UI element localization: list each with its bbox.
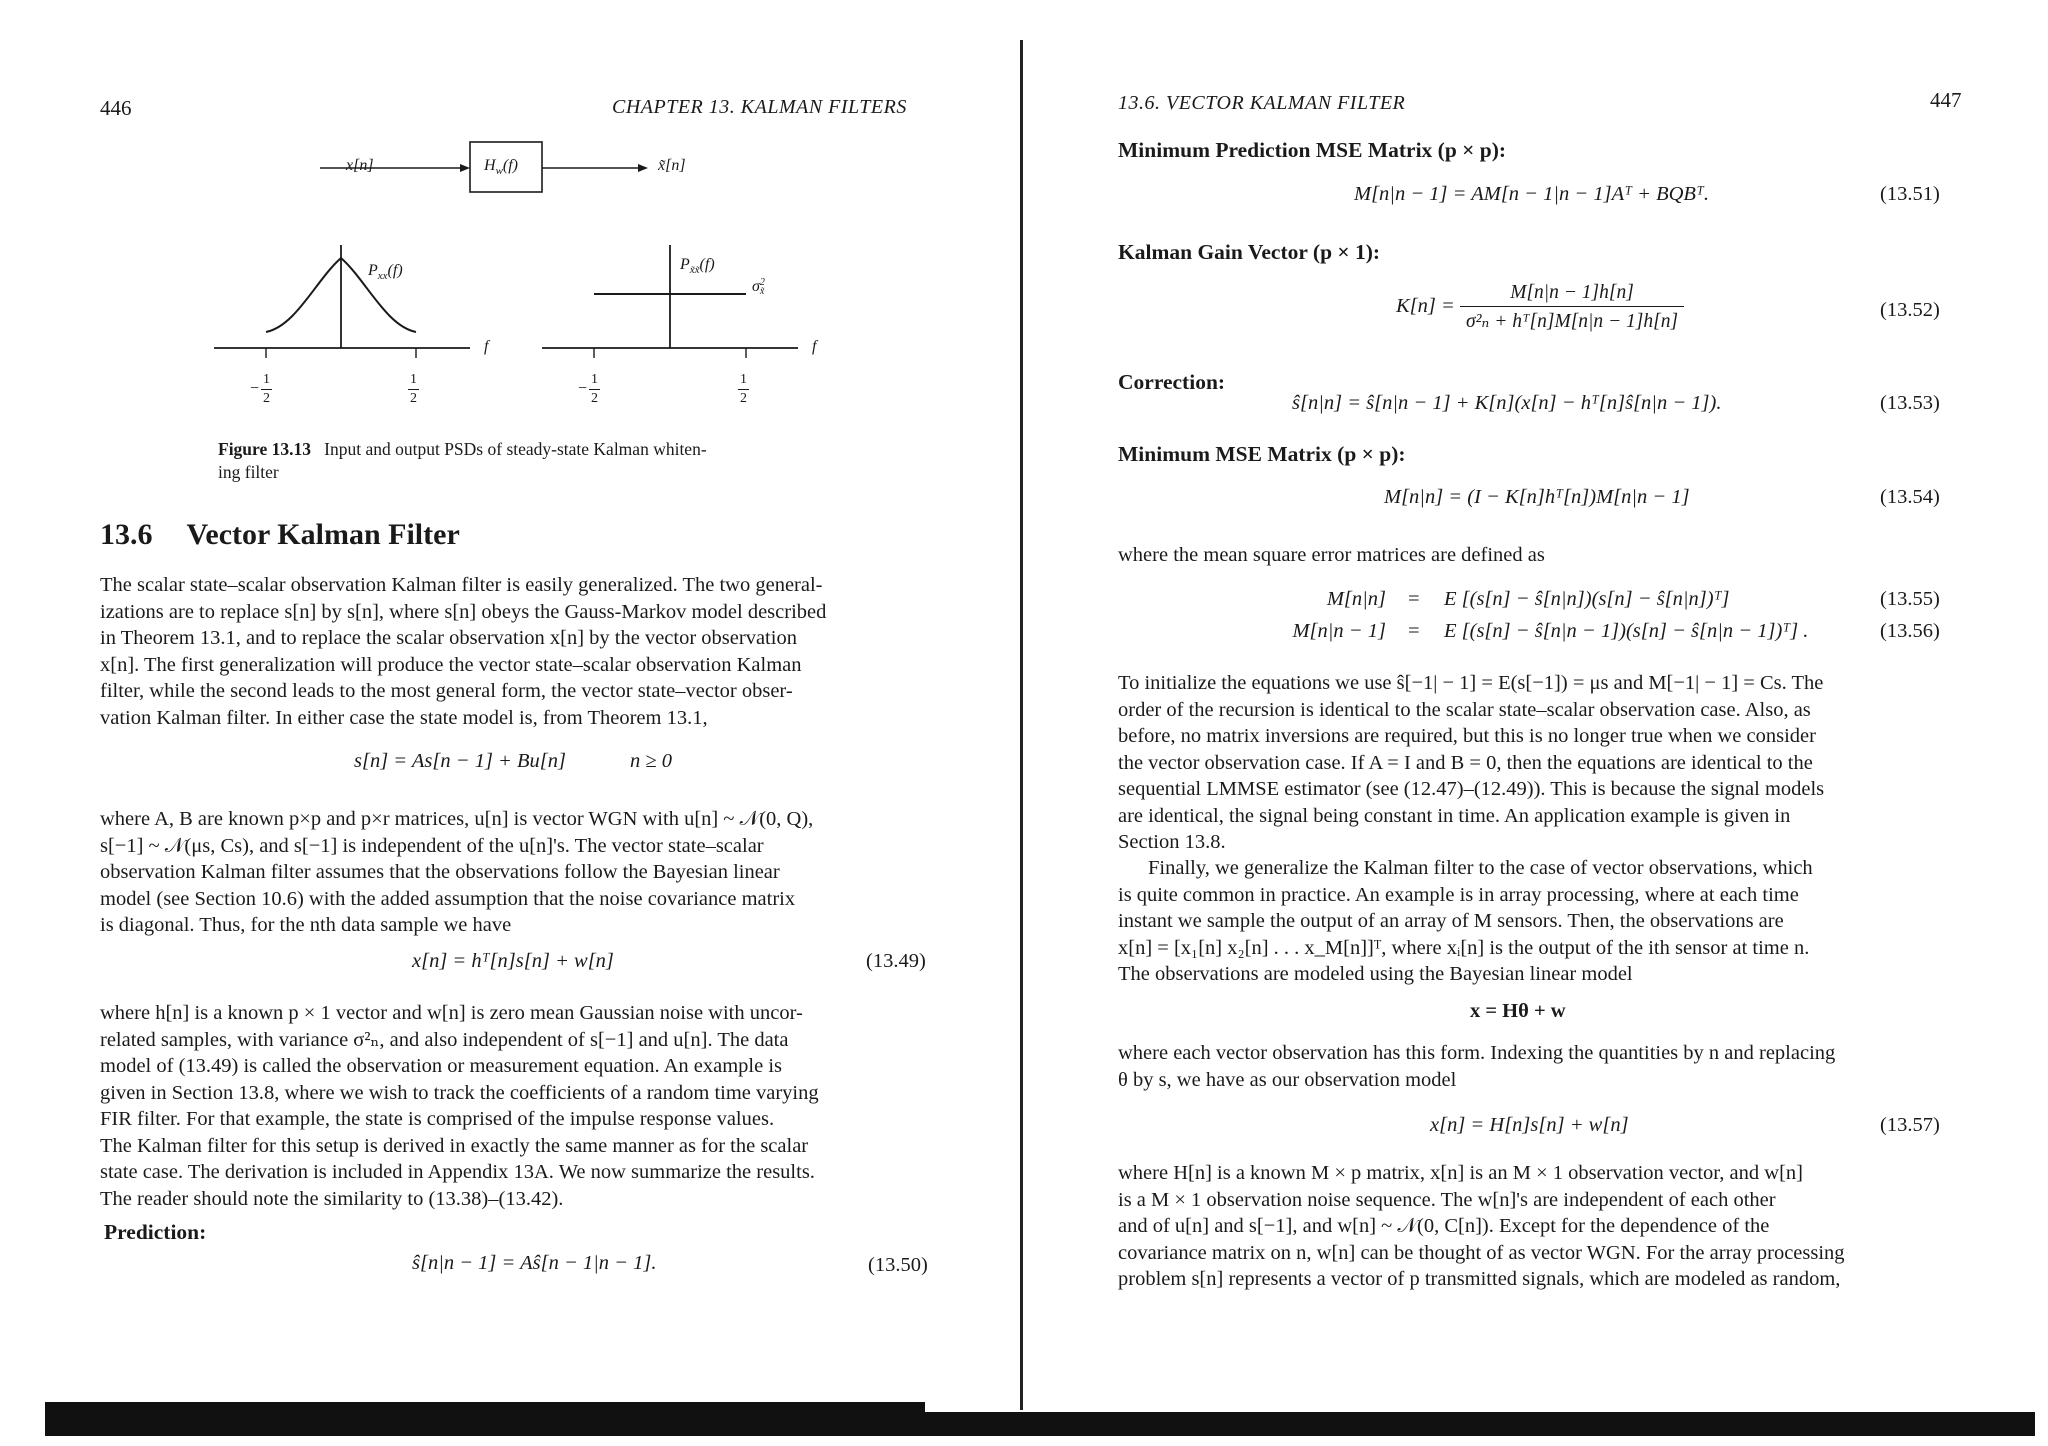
text-line: To initialize the equations we use ŝ[−1| − 1] = E(s[−1]) = μs and M[−1| − 1] = Cs. The	[1118, 672, 1824, 694]
vector-observation-equation: x[n] = H[n]s[n] + w[n]	[1430, 1114, 1629, 1136]
text-line: before, no matrix inversions are required, but this is no longer true when we consider	[1118, 725, 1816, 747]
tick-pos-half-out: $\frac{1}{2}$	[740, 372, 747, 406]
tick-pos-half-in: $\frac{1}{2}$	[410, 372, 417, 406]
text-line: Section 13.8.	[1118, 831, 1226, 853]
page-number-left: 446	[100, 96, 132, 120]
min-prediction-mse-equation: M[n|n − 1] = AM[n − 1|n − 1]Aᵀ + BQBᵀ.	[1354, 183, 1709, 205]
mse-def1-rhs: E [(s[n] − ŝ[n|n])(s[n] − ŝ[n|n])ᵀ]	[1444, 588, 1730, 610]
equation-number-13-50: (13.50)	[868, 1254, 928, 1276]
text-line: The reader should note the similarity to (13.38)–(13.42).	[100, 1187, 564, 1210]
min-prediction-mse-heading: Minimum Prediction MSE Matrix (p × p):	[1118, 138, 1507, 162]
input-signal-label: x[n]	[346, 157, 374, 174]
caption-text-2: ing filter	[218, 462, 279, 482]
text-line: related samples, with variance σ²ₙ, and also independent of s[−1] and u[n]. The data	[100, 1028, 789, 1051]
text-line: are identical, the signal being constant in time. An application example is given in	[1118, 804, 1791, 827]
scan-shadow-bottom	[45, 1412, 2035, 1436]
tick-neg-half-in: − $\frac{1}{2}$	[250, 372, 271, 406]
tick-neg-half-out: − $\frac{1}{2}$	[578, 372, 599, 406]
input-psd-label: $P_{xx}(f)$	[368, 262, 403, 283]
equation-number-13-54: (13.54)	[1880, 486, 1940, 508]
filter-block-label: $H_w(f)$	[484, 157, 519, 178]
state-equation-condition: n ≥ 0	[630, 750, 673, 772]
figure-13-13	[200, 130, 840, 430]
book-gutter	[1020, 40, 1023, 1410]
observation-equation: x[n] = hᵀ[n]s[n] + w[n]	[412, 950, 614, 972]
text-line: state case. The derivation is included in Appendix 13A. We now summarize the results.	[100, 1161, 815, 1183]
text-line: given in Section 13.8, where we wish to track the coefficients of a random time varying	[100, 1081, 819, 1104]
text-line: model (see Section 10.6) with the added assumption that the noise covariance matrix	[100, 887, 796, 910]
gain-numerator: M[n|n − 1]h[n]	[1460, 282, 1684, 307]
running-header-left: CHAPTER 13. KALMAN FILTERS	[612, 96, 907, 118]
kalman-gain-equation: K[n] = $\frac{M[n|n - 1]h[n]}{\text{σ²ₙ + hᵀ[n]M[n|n − 1]h[n]}}$	[1396, 282, 1684, 333]
output-signal-label: x̃[n]	[658, 157, 686, 174]
text-line: observation Kalman filter assumes that the observations follow the Bayesian linear	[100, 861, 780, 883]
text-line: is diagonal. Thus, for the nth data sample we have	[100, 914, 512, 936]
paragraph-state-model	[100, 806, 936, 939]
text-line: the vector observation case. If A = I and B = 0, then the equations are identical to the	[1118, 751, 1813, 774]
text-line: where h[n] is a known p × 1 vector and w[n] is zero mean Gaussian noise with uncor-	[100, 1002, 803, 1024]
text-line: and of u[n] and s[−1], and w[n] ~ 𝒩(0, C[n]). Except for the dependence of the	[1118, 1215, 1770, 1237]
equation-number-13-57: (13.57)	[1880, 1114, 1940, 1136]
running-header-right: 13.6. VECTOR KALMAN FILTER	[1118, 92, 1406, 114]
text-line: sequential LMMSE estimator (see (12.47)–(12.49)). This is because the signal models	[1118, 778, 1825, 800]
paragraph-indexing	[1118, 1040, 1982, 1093]
equation-number-13-56: (13.56)	[1880, 620, 1940, 642]
text-line: where A, B are known p×p and p×r matrices, u[n] is vector WGN with u[n] ~ 𝒩(0, Q),	[100, 808, 814, 830]
text-line: in Theorem 13.1, and to replace the scalar observation x[n] by the vector observation	[100, 627, 797, 649]
gain-denominator: σ²ₙ + hᵀ[n]M[n|n − 1]h[n]	[1465, 311, 1679, 332]
text-line: filter, while the second leads to the most general form, the vector state–vector obser-	[100, 680, 793, 702]
state-equation: s[n] = As[n − 1] + Bu[n]	[354, 750, 566, 772]
prediction-equation: ŝ[n|n − 1] = Aŝ[n − 1|n − 1].	[412, 1252, 657, 1274]
paragraph-observation	[100, 1000, 936, 1212]
text-line: x[n] = [x₁[n] x₂[n] . . . x_M[n]]ᵀ, where xᵢ[n] is the output of the ith sensor at time n.	[1118, 936, 1810, 959]
text-line: model of (13.49) is called the observation or measurement equation. An example is	[100, 1055, 783, 1077]
mse-def2-rhs: E [(s[n] − ŝ[n|n − 1])(s[n] − ŝ[n|n − 1])ᵀ] .	[1444, 620, 1809, 642]
paragraph-initialization	[1118, 670, 1982, 856]
mse-def2-equals: =	[1408, 620, 1420, 642]
mse-def1-equals: =	[1408, 588, 1420, 610]
text-line: instant we sample the output of an array of M sensors. Then, the observations are	[1118, 910, 1784, 932]
equation-number-13-52: (13.52)	[1880, 299, 1940, 321]
text-line: θ by s, we have as our observation model	[1118, 1068, 1457, 1091]
min-mse-equation: M[n|n] = (I − K[n]hᵀ[n])M[n|n − 1]	[1384, 486, 1690, 508]
text-line: FIR filter. For that example, the state is comprised of the impulse response values.	[100, 1108, 775, 1130]
text-line: where each vector observation has this form. Indexing the quantities by n and replacing	[1118, 1042, 1836, 1064]
text-line: izations are to replace s[n] by s[n], where s[n] obeys the Gauss-Markov model described	[100, 600, 827, 623]
output-variance-label: σ 2 x̃	[752, 277, 765, 298]
output-psd-label: $P_{x̃x̃}(f)$	[680, 256, 715, 277]
text-line: problem s[n] represents a vector of p transmitted signals, which are modeled as random,	[1118, 1268, 1841, 1290]
text-line: vation Kalman filter. In either case the state model is, from Theorem 13.1,	[100, 706, 708, 729]
paragraph-vector-observations	[1118, 855, 1982, 988]
paragraph-intro	[100, 572, 936, 731]
equation-number-13-49: (13.49)	[866, 950, 926, 972]
mse-def1-lhs: M[n|n]	[1326, 588, 1386, 610]
text-line: s[−1] ~ 𝒩(μs, Cs), and s[−1] is independent of the u[n]'s. The vector state–scalar	[100, 834, 764, 857]
caption-label: Figure 13.13	[218, 439, 312, 459]
equation-number-13-53: (13.53)	[1880, 392, 1940, 414]
mse-def2-lhs: M[n|n − 1]	[1292, 620, 1386, 642]
text-line: The Kalman filter for this setup is derived in exactly the same manner as for the scalar	[100, 1134, 809, 1157]
correction-heading: Correction:	[1118, 370, 1226, 394]
equation-number-13-55: (13.55)	[1880, 588, 1940, 610]
freq-axis-label-out: f	[812, 338, 817, 355]
text-line: The observations are modeled using the Bayesian linear model	[1118, 963, 1633, 985]
prediction-heading: Prediction:	[104, 1220, 207, 1244]
text-line: x[n]. The first generalization will produce the vector state–scalar observation Kalman	[100, 653, 802, 676]
correction-equation: ŝ[n|n] = ŝ[n|n − 1] + K[n](x[n] − hᵀ[n]ŝ[n|n − 1]).	[1292, 392, 1722, 414]
text-line: The scalar state–scalar observation Kalman filter is easily generalized. The two general-	[100, 574, 823, 596]
text-line: is a M × 1 observation noise sequence. The w[n]'s are independent of each other	[1118, 1188, 1776, 1211]
bayesian-linear-model-equation: x = Hθ + w	[1470, 1000, 1566, 1022]
left-page	[0, 0, 1020, 1446]
right-page	[1030, 0, 2048, 1446]
kalman-gain-heading: Kalman Gain Vector (p × 1):	[1118, 240, 1381, 264]
text-line: Finally, we generalize the Kalman filter to the case of vector observations, which	[1148, 857, 1813, 879]
page-number-right: 447	[1930, 88, 1962, 112]
min-mse-heading: Minimum MSE Matrix (p × p):	[1118, 442, 1406, 466]
figure-caption	[218, 438, 838, 484]
paragraph-noise-model	[1118, 1160, 1982, 1293]
freq-axis-label-in: f	[484, 338, 489, 355]
text-line: covariance matrix on n, w[n] can be thought of as vector WGN. For the array processing	[1118, 1241, 1845, 1264]
equation-number-13-51: (13.51)	[1880, 183, 1940, 205]
text-line: order of the recursion is identical to the scalar state–scalar observation case. Also, as	[1118, 698, 1811, 721]
mse-definition-intro: where the mean square error matrices are defined as	[1118, 544, 1545, 566]
text-line: where H[n] is a known M × p matrix, x[n] is an M × 1 observation vector, and w[n]	[1118, 1162, 1803, 1184]
text-line: is quite common in practice. An example is in array processing, where at each time	[1118, 883, 1799, 906]
caption-text-1: Input and output PSDs of steady-state Kalman whiten-	[324, 439, 707, 459]
section-heading: 13.6 Vector Kalman Filter	[100, 518, 460, 551]
